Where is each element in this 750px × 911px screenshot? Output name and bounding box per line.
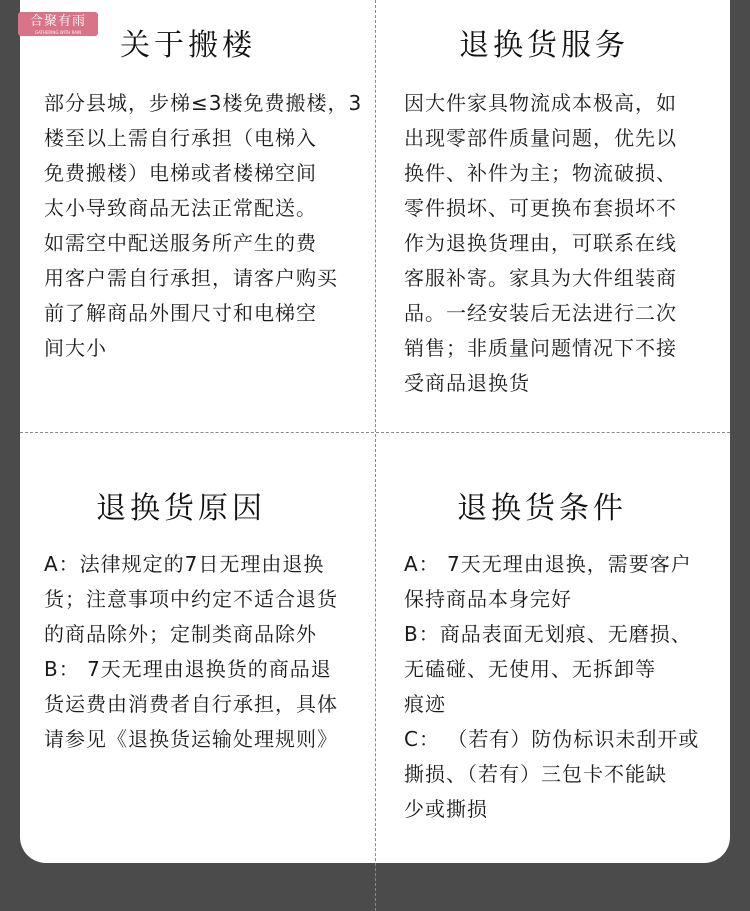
text-line: 的商品除外；定制类商品除外 [44,622,317,646]
text-line: A：法律规定的7日无理由退换 [44,552,325,576]
section-title: 关于搬楼 [120,28,256,63]
text-line: 客服补寄。家具为大件组装商 [404,266,677,290]
text-line: 痕迹 [404,692,446,716]
text-line: B：商品表面无划痕、无磨损、 [404,622,692,646]
section-title: 退换货原因 [96,491,266,526]
text-line: 请参见《退换货运输处理规则》 [44,727,338,751]
text-line: 保持商品本身完好 [404,587,572,611]
text-line: C： （若有）防伪标识未刮开或 [404,727,700,751]
text-line: 免费搬楼）电梯或者楼梯空间 [44,161,317,185]
text-line: A： 7天无理由退换，需要客户 [404,552,692,576]
text-line: 少或撕损 [404,797,488,821]
vertical-divider [375,0,376,911]
text-line: 出现零部件质量问题，优先以 [404,126,677,150]
text-line: 换件、补件为主；物流破损、 [404,161,677,185]
text-line: 品。一经安装后无法进行二次 [404,301,677,325]
text-line: 用客户需自行承担，请客户购买 [44,266,338,290]
horizontal-divider [20,432,730,433]
text-line: 间大小 [44,336,107,360]
text-line: 太小导致商品无法正常配送。 [44,196,317,220]
text-line: 前了解商品外围尺寸和电梯空 [44,301,317,325]
section-title: 退换货服务 [459,28,629,63]
text-line: 无磕碰、无使用、无拆卸等 [404,657,656,681]
text-line: 销售；非质量问题情况下不接 [404,336,677,360]
logo-brand-text: 合聚有雨 [29,14,86,29]
text-line: 因大件家具物流成本极高，如 [404,91,677,115]
section-return-conditions [404,489,724,827]
text-line: 作为退换货理由，可联系在线 [404,231,677,255]
text-line: 楼至以上需自行承担（电梯入 [44,126,317,150]
section-moving-upstairs [44,26,374,366]
section-return-service [404,26,724,401]
text-line: 零件损坏、可更换布套损坏不 [404,196,677,220]
text-line: 货运费由消费者自行承担，具体 [44,692,338,716]
text-line: 撕损、（若有）三包卡不能缺 [404,762,667,786]
text-line: B： 7天无理由退换货的商品退 [44,657,332,681]
section-title: 退换货条件 [457,491,627,526]
logo-sub-text: GATHERING WITH RAIN [34,30,82,35]
section-return-reasons [44,489,374,757]
text-line: 如需空中配送服务所产生的费 [44,231,317,255]
text-line: 货；注意事项中约定不适合退货 [44,587,338,611]
text-line: 受商品退换货 [404,371,530,395]
text-line: 部分县城，步梯≤3楼免费搬楼，3 [44,91,363,115]
